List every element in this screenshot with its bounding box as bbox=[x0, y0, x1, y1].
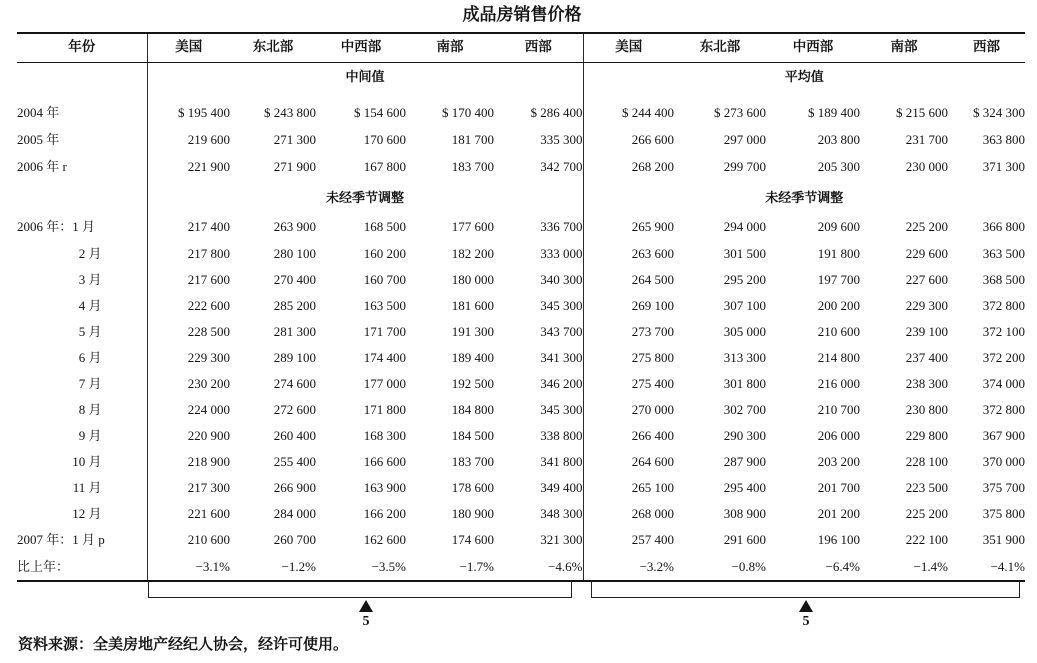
median-price-midwest: 168 500 bbox=[363, 219, 406, 234]
mean-price-northeast: 307 100 bbox=[723, 297, 766, 313]
mean-price-us: 264 600 bbox=[631, 453, 674, 469]
median-price-midwest: 160 200 bbox=[363, 245, 406, 261]
section-row-annual bbox=[17, 63, 1025, 100]
median-price-west: 341 300 bbox=[494, 344, 583, 370]
mean-price-south: 229 300 bbox=[905, 297, 948, 313]
triangle-marker-icon bbox=[799, 600, 813, 612]
median-price-us: 229 300 bbox=[187, 349, 230, 365]
median-price-northeast: −1.2% bbox=[281, 558, 316, 574]
mean-price-northeast: 301 500 bbox=[723, 245, 766, 261]
median-price-northeast: 284 000 bbox=[273, 505, 316, 521]
mean-price-south: 223 500 bbox=[905, 479, 948, 495]
median-price-northeast: 289 100 bbox=[273, 349, 316, 365]
mean-price-west: −4.1% bbox=[990, 558, 1025, 574]
median-price-south: 191 300 bbox=[451, 323, 494, 339]
mean-price-us: 273 700 bbox=[631, 323, 674, 339]
mean-price-us: 266 400 bbox=[631, 427, 674, 443]
mean-price-west: 351 900 bbox=[982, 531, 1025, 547]
mean-price-south: 230 000 bbox=[905, 159, 948, 174]
median-price-midwest: 168 300 bbox=[363, 427, 406, 443]
median-price-northeast: 271 300 bbox=[273, 132, 316, 147]
median-price-us: $ 195 400 bbox=[178, 105, 230, 120]
mean-price-midwest: 216 000 bbox=[817, 375, 860, 391]
median-price-midwest: 167 800 bbox=[363, 159, 406, 174]
home-price-table bbox=[17, 32, 1025, 582]
median-price-us: 217 400 bbox=[187, 219, 230, 234]
median-price-midwest: 171 800 bbox=[363, 401, 406, 417]
page-marker-number: 5 bbox=[362, 614, 370, 629]
column-header-median-us: 美国 bbox=[147, 33, 230, 63]
mean-price-us: 263 600 bbox=[631, 245, 674, 261]
mean-price-west: 366 800 bbox=[982, 219, 1025, 234]
median-price-south: $ 170 400 bbox=[442, 105, 494, 120]
mean-price-midwest: 205 300 bbox=[817, 159, 860, 174]
median-price-midwest: 177 000 bbox=[363, 375, 406, 391]
median-price-west: 349 400 bbox=[494, 474, 583, 500]
mean-price-midwest: 210 600 bbox=[817, 323, 860, 339]
row-label: 3 月 bbox=[17, 266, 147, 292]
median-price-us: −3.1% bbox=[195, 558, 230, 574]
mean-price-west: 372 800 bbox=[982, 297, 1025, 313]
median-price-us: 218 900 bbox=[187, 453, 230, 469]
median-price-south: 183 700 bbox=[451, 159, 494, 174]
median-price-northeast: 266 900 bbox=[273, 479, 316, 495]
row-label: 11 月 bbox=[17, 474, 147, 500]
monthly-row bbox=[17, 526, 1025, 552]
mean-price-us: 269 100 bbox=[631, 297, 674, 313]
mean-price-south: 229 600 bbox=[905, 245, 948, 261]
annual-section bbox=[17, 63, 1025, 181]
median-price-west: 346 200 bbox=[494, 370, 583, 396]
monthly-row bbox=[17, 396, 1025, 422]
median-price-south: 183 700 bbox=[451, 453, 494, 469]
mean-price-us: 265 900 bbox=[631, 219, 674, 234]
median-price-south: 192 500 bbox=[451, 375, 494, 391]
median-price-west: 321 300 bbox=[494, 526, 583, 552]
mean-price-south: $ 215 600 bbox=[896, 105, 948, 120]
page-bracket-left bbox=[148, 581, 572, 598]
median-price-northeast: 280 100 bbox=[273, 245, 316, 261]
mean-price-northeast: 291 600 bbox=[723, 531, 766, 547]
median-price-northeast: 272 600 bbox=[273, 401, 316, 417]
monthly-row bbox=[17, 344, 1025, 370]
median-price-west: 345 300 bbox=[494, 292, 583, 318]
median-price-south: 184 500 bbox=[451, 427, 494, 443]
source-note: 资料来源：全美房地产经纪人协会，经许可使用。 bbox=[18, 637, 349, 653]
header-row bbox=[17, 33, 1025, 63]
median-price-us: 217 600 bbox=[187, 271, 230, 287]
column-header-mean-west: 西部 bbox=[948, 33, 1025, 63]
median-price-midwest: 166 200 bbox=[363, 505, 406, 521]
median-price-south: 178 600 bbox=[451, 479, 494, 495]
median-price-northeast: $ 243 800 bbox=[264, 105, 316, 120]
median-price-west: 336 700 bbox=[494, 213, 583, 240]
median-price-south: 180 900 bbox=[451, 505, 494, 521]
section-label-not-seasonally-adjusted-mean: 未经季节调整 bbox=[765, 191, 844, 206]
row-label: 12 月 bbox=[17, 500, 147, 526]
row-label: 2004 年 bbox=[17, 99, 147, 126]
column-header-median-midwest: 中西部 bbox=[316, 33, 406, 63]
column-header-mean-us: 美国 bbox=[583, 33, 674, 63]
monthly-section bbox=[17, 180, 1025, 581]
mean-price-south: 239 100 bbox=[905, 323, 948, 339]
column-header-mean-northeast: 东北部 bbox=[674, 33, 766, 63]
median-price-us: 217 300 bbox=[187, 479, 230, 495]
year-column-header: 年份 bbox=[17, 33, 147, 63]
median-price-northeast: 260 700 bbox=[273, 531, 316, 547]
mean-price-south: 227 600 bbox=[905, 271, 948, 287]
mean-price-northeast: 295 400 bbox=[723, 479, 766, 495]
mean-price-us: −3.2% bbox=[639, 558, 674, 574]
mean-price-south: 228 100 bbox=[905, 453, 948, 469]
page-bracket-right bbox=[591, 581, 1020, 598]
median-price-midwest: 171 700 bbox=[363, 323, 406, 339]
page-marker-number: 5 bbox=[802, 614, 810, 629]
row-label: 2006 年 r bbox=[17, 153, 147, 180]
monthly-row bbox=[17, 213, 1025, 240]
median-price-south: 181 600 bbox=[451, 297, 494, 313]
row-label: 2005 年 bbox=[17, 126, 147, 153]
mean-price-south: 225 200 bbox=[905, 219, 948, 234]
median-price-northeast: 270 400 bbox=[273, 271, 316, 287]
row-label: 8 月 bbox=[17, 396, 147, 422]
row-label: 7 月 bbox=[17, 370, 147, 396]
median-price-south: 174 600 bbox=[451, 531, 494, 547]
mean-price-south: 230 800 bbox=[905, 401, 948, 417]
annual-row bbox=[17, 153, 1025, 180]
median-price-northeast: 285 200 bbox=[273, 297, 316, 313]
mean-price-midwest: 191 800 bbox=[817, 245, 860, 261]
monthly-row bbox=[17, 370, 1025, 396]
section-label-median: 中间值 bbox=[147, 63, 583, 100]
monthly-row bbox=[17, 500, 1025, 526]
row-label: 10 月 bbox=[17, 448, 147, 474]
median-price-west: 340 300 bbox=[494, 266, 583, 292]
median-price-northeast: 263 900 bbox=[273, 219, 316, 234]
mean-price-us: 268 000 bbox=[631, 505, 674, 521]
median-price-midwest: 163 900 bbox=[363, 479, 406, 495]
median-price-south: 184 800 bbox=[451, 401, 494, 417]
median-price-midwest: 170 600 bbox=[363, 132, 406, 147]
median-price-south: 177 600 bbox=[451, 219, 494, 234]
mean-price-south: 237 400 bbox=[905, 349, 948, 365]
mean-price-west: 375 700 bbox=[982, 479, 1025, 495]
mean-price-northeast: 313 300 bbox=[723, 349, 766, 365]
mean-price-northeast: 305 000 bbox=[723, 323, 766, 339]
mean-price-northeast: 287 900 bbox=[723, 453, 766, 469]
annual-row bbox=[17, 126, 1025, 153]
mean-price-midwest: 203 800 bbox=[817, 132, 860, 147]
median-price-northeast: 271 900 bbox=[273, 159, 316, 174]
median-price-midwest: 166 600 bbox=[363, 453, 406, 469]
mean-price-northeast: 308 900 bbox=[723, 505, 766, 521]
mean-price-northeast: 290 300 bbox=[723, 427, 766, 443]
mean-price-midwest: 197 700 bbox=[817, 271, 860, 287]
median-price-south: 182 200 bbox=[451, 245, 494, 261]
mean-price-northeast: 301 800 bbox=[723, 375, 766, 391]
row-label: 6 月 bbox=[17, 344, 147, 370]
mean-price-northeast: 297 000 bbox=[723, 132, 766, 147]
mean-price-midwest: 214 800 bbox=[817, 349, 860, 365]
mean-price-midwest: 209 600 bbox=[817, 219, 860, 234]
row-label: 2 月 bbox=[17, 240, 147, 266]
mean-price-us: 268 200 bbox=[631, 159, 674, 174]
mean-price-south: −1.4% bbox=[913, 558, 948, 574]
mean-price-west: $ 324 300 bbox=[973, 105, 1025, 120]
mean-price-midwest: 201 700 bbox=[817, 479, 860, 495]
mean-price-us: 275 400 bbox=[631, 375, 674, 391]
median-price-us: 217 800 bbox=[187, 245, 230, 261]
mean-price-south: 231 700 bbox=[905, 132, 948, 147]
mean-price-us: 265 100 bbox=[631, 479, 674, 495]
mean-price-us: $ 244 400 bbox=[622, 105, 674, 120]
mean-price-south: 229 800 bbox=[905, 427, 948, 443]
median-price-us: 228 500 bbox=[187, 323, 230, 339]
median-price-midwest: $ 154 600 bbox=[354, 105, 406, 120]
median-price-south: 181 700 bbox=[451, 132, 494, 147]
median-price-west: 335 300 bbox=[494, 126, 583, 153]
section-row-spacer bbox=[17, 180, 147, 213]
mean-price-south: 222 100 bbox=[905, 531, 948, 547]
mean-price-west: 372 100 bbox=[982, 323, 1025, 339]
row-label: 9 月 bbox=[17, 422, 147, 448]
row-label: 4 月 bbox=[17, 292, 147, 318]
median-price-us: 219 600 bbox=[187, 132, 230, 147]
mean-price-northeast: 299 700 bbox=[723, 159, 766, 174]
row-label: 2007 年：1 月 p bbox=[17, 526, 147, 552]
median-price-us: 221 600 bbox=[187, 505, 230, 521]
mean-price-south: 238 300 bbox=[905, 375, 948, 391]
mean-price-us: 266 600 bbox=[631, 132, 674, 147]
median-price-midwest: 174 400 bbox=[363, 349, 406, 365]
monthly-row bbox=[17, 240, 1025, 266]
median-price-midwest: −3.5% bbox=[371, 558, 406, 574]
section-row-spacer bbox=[17, 63, 147, 100]
mean-price-northeast: 302 700 bbox=[723, 401, 766, 417]
column-header-mean-midwest: 中西部 bbox=[766, 33, 860, 63]
mean-price-us: 257 400 bbox=[631, 531, 674, 547]
median-price-west: 348 300 bbox=[494, 500, 583, 526]
mean-price-west: 363 500 bbox=[982, 245, 1025, 261]
column-header-median-south: 南部 bbox=[406, 33, 494, 63]
median-price-northeast: 255 400 bbox=[273, 453, 316, 469]
mean-price-northeast: $ 273 600 bbox=[714, 105, 766, 120]
mean-price-west: 367 900 bbox=[982, 427, 1025, 443]
annual-row bbox=[17, 99, 1025, 126]
section-label-mean: 平均值 bbox=[784, 70, 824, 85]
monthly-row bbox=[17, 474, 1025, 500]
section-label-not-seasonally-adjusted-median: 未经季节调整 bbox=[147, 180, 583, 213]
median-price-west: 342 700 bbox=[494, 153, 583, 180]
median-price-south: −1.7% bbox=[459, 558, 494, 574]
row-label: 比上年： bbox=[17, 552, 147, 581]
monthly-row bbox=[17, 448, 1025, 474]
mean-price-midwest: 203 200 bbox=[817, 453, 860, 469]
monthly-row bbox=[17, 318, 1025, 344]
mean-price-midwest: 196 100 bbox=[817, 531, 860, 547]
median-price-west: 338 800 bbox=[494, 422, 583, 448]
median-price-west: 341 800 bbox=[494, 448, 583, 474]
median-price-us: 222 600 bbox=[187, 297, 230, 313]
median-price-northeast: 281 300 bbox=[273, 323, 316, 339]
mean-price-us: 270 000 bbox=[631, 401, 674, 417]
median-price-us: 230 200 bbox=[187, 375, 230, 391]
mean-price-midwest: 201 200 bbox=[817, 505, 860, 521]
monthly-row bbox=[17, 422, 1025, 448]
mean-price-west: 372 200 bbox=[982, 349, 1025, 365]
column-header-median-northeast: 东北部 bbox=[230, 33, 316, 63]
median-price-midwest: 163 500 bbox=[363, 297, 406, 313]
median-price-midwest: 160 700 bbox=[363, 271, 406, 287]
mean-price-midwest: −6.4% bbox=[825, 558, 860, 574]
mean-price-west: 374 000 bbox=[982, 375, 1025, 391]
median-price-midwest: 162 600 bbox=[363, 531, 406, 547]
mean-price-midwest: 200 200 bbox=[817, 297, 860, 313]
median-price-west: 343 700 bbox=[494, 318, 583, 344]
mean-price-west: 370 000 bbox=[982, 453, 1025, 469]
table-title: 成品房销售价格 bbox=[462, 5, 582, 25]
monthly-row bbox=[17, 292, 1025, 318]
mean-price-midwest: 206 000 bbox=[817, 427, 860, 443]
row-label: 2006 年：1 月 bbox=[17, 213, 147, 240]
median-price-west: −4.6% bbox=[494, 552, 583, 581]
mean-price-midwest: $ 189 400 bbox=[808, 105, 860, 120]
median-price-us: 220 900 bbox=[187, 427, 230, 443]
median-price-west: $ 286 400 bbox=[494, 99, 583, 126]
mean-price-us: 275 800 bbox=[631, 349, 674, 365]
median-price-west: 345 300 bbox=[494, 396, 583, 422]
median-price-us: 221 900 bbox=[187, 159, 230, 174]
mean-price-northeast: 295 200 bbox=[723, 271, 766, 287]
mean-price-west: 372 800 bbox=[982, 401, 1025, 417]
row-label: 5 月 bbox=[17, 318, 147, 344]
mean-price-west: 371 300 bbox=[982, 159, 1025, 174]
median-price-us: 210 600 bbox=[187, 531, 230, 547]
mean-price-northeast: −0.8% bbox=[731, 558, 766, 574]
median-price-northeast: 274 600 bbox=[273, 375, 316, 391]
mean-price-west: 375 800 bbox=[982, 505, 1025, 521]
mean-price-us: 264 500 bbox=[631, 271, 674, 287]
triangle-marker-icon bbox=[359, 600, 373, 612]
monthly-row bbox=[17, 266, 1025, 292]
median-price-south: 189 400 bbox=[451, 349, 494, 365]
mean-price-west: 363 800 bbox=[982, 132, 1025, 147]
column-header-mean-south: 南部 bbox=[860, 33, 948, 63]
median-price-west: 333 000 bbox=[494, 240, 583, 266]
median-price-south: 180 000 bbox=[451, 271, 494, 287]
mean-price-midwest: 210 700 bbox=[817, 401, 860, 417]
median-price-northeast: 260 400 bbox=[273, 427, 316, 443]
column-header-median-west: 西部 bbox=[494, 33, 583, 63]
mean-price-west: 368 500 bbox=[982, 271, 1025, 287]
section-row-monthly bbox=[17, 180, 1025, 213]
mean-price-south: 225 200 bbox=[905, 505, 948, 521]
median-price-us: 224 000 bbox=[187, 401, 230, 417]
mean-price-northeast: 294 000 bbox=[723, 219, 766, 234]
year-over-year-change-row bbox=[17, 552, 1025, 581]
